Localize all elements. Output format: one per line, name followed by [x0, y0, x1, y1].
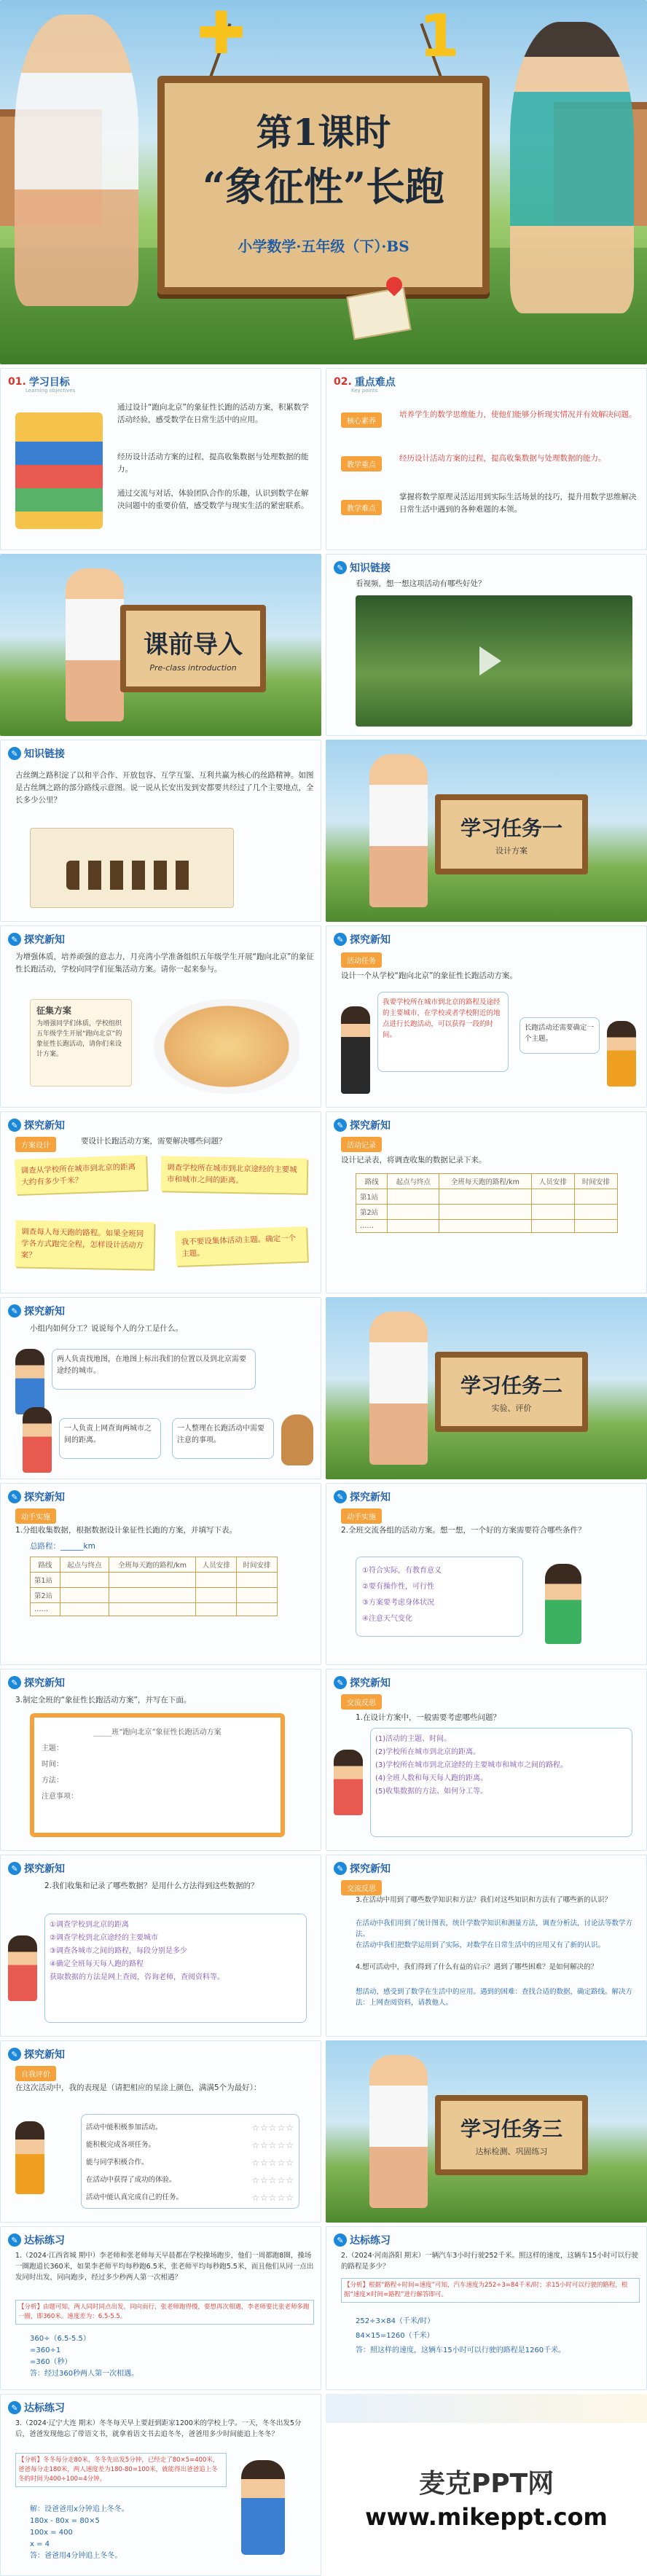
section-title: 探究新知: [350, 1677, 391, 1689]
slide-exercise-2: [326, 2226, 647, 2390]
evaluation-row: [86, 2172, 294, 2189]
section-title: 探究新知: [350, 1492, 391, 1503]
star-rating[interactable]: ☆☆☆☆☆: [251, 2123, 294, 2133]
text-card: 征集方案 为增强同学们体质，学校组织五年级学生开展“跑向北京”的象征性长跑活动，请你们来设计方案。: [30, 999, 132, 1087]
evaluation-row: [86, 2189, 294, 2207]
section-title: 探究新知: [24, 1120, 65, 1132]
column-header: 全班每天跑的路程/km: [109, 1557, 196, 1573]
exchange-text: 2.全班交流各组的活动方案。想一想，一个好的方案需要符合哪些条件？: [341, 1526, 586, 1535]
column-header: 起点与终点: [388, 1174, 439, 1189]
watermark-decoration: [326, 2394, 647, 2423]
exercise-question: 2.（2024·河南洛阳 期末）一辆汽车3小时行驶252千米。照这样的速度，这辆车15小时可以行驶的路程是多少？: [341, 2252, 639, 2271]
division-bubble-2: 一人负责上网查询两城市之间的距离。: [59, 1418, 161, 1459]
note-2: 调查学校所在城市到北京途经的主要城市和城市之间的距离。: [161, 1156, 307, 1193]
teaching-focus-text: 经历设计活动方案的过程，提高收集数据与处理数据的能力。: [399, 454, 606, 463]
column-header: 路线: [31, 1557, 60, 1573]
book-icon: ✎: [8, 2401, 21, 2414]
objective-3: 通过交流与对话，体验团队合作的乐趣，认识到数学在解决问题中的重要价值，感受数学与现实生活的紧密联系。: [117, 489, 309, 510]
solution-line: 100x = 400: [30, 2529, 73, 2537]
division-bubble-1: 两人负责找地图，在地图上标出我们的位置以及到北京需要途经的城市。: [52, 1349, 256, 1390]
slide-reflection-2: [326, 1855, 647, 2037]
exercise-hint: 【分析】根据“路程÷时间=速度”可知，汽车速度为252÷3=84千米/时；求15小时可以行驶的路程，根据“速度×时间=路程”进行解答即可。: [341, 2278, 640, 2303]
conditions-list: [356, 1557, 523, 1637]
solution-line: 答：爸爸用4分钟追上冬冬。: [30, 2552, 122, 2560]
condition-item: ②要有操作性，可行性: [362, 1583, 434, 1591]
reflection-item: (4)全班人数和每天每人跑的距离。: [375, 1774, 488, 1782]
plus-icon: ✚: [197, 0, 246, 67]
boy-runner-illustration: [369, 2055, 428, 2208]
activity-task-text: 设计一个从学校“跑向北京”的象征性长跑活动方案。: [341, 971, 517, 980]
column-header: 时间安排: [574, 1174, 617, 1189]
document-line: 时间：: [42, 1761, 63, 1769]
reflection-item: (3)学校所在城市到北京途经的主要城市和城市之间的路程。: [375, 1761, 568, 1769]
speech-bubble-2: 长跑活动还需要确定一个主题。: [519, 1017, 600, 1054]
exercise-question: 3.（2024·辽宁大连 期末）冬冬每天早上要赶到距家1200米的学校上学。一天，冬冬出发5分后，爸爸发现他忘了带语文书，就拿着语文书去追冬冬，爸爸用多少时间能追上冬冬？: [15, 2419, 302, 2438]
document-line: 注意事项：: [42, 1793, 78, 1801]
note-1: 调查从学校所在城市到北京的距离大约有多少千米？: [15, 1155, 147, 1194]
boy-student-illustration: [545, 1564, 581, 1644]
task-sign: [435, 794, 588, 874]
section-title: 知识链接: [350, 563, 391, 574]
section-subtitle: Learning objectives: [26, 388, 76, 394]
task-sign: [435, 2095, 588, 2175]
section-title: 探究新知: [24, 1863, 65, 1875]
book-icon: ✎: [334, 1490, 347, 1503]
evaluation-row: [86, 2119, 294, 2137]
plan-design-label: 方案设计: [15, 1137, 56, 1152]
teaching-difficulty-text: 掌握将数学原理灵活运用到实际生活场景的技巧，提升用数学思维解决日常生活中遇到的各种难题的本领。: [399, 493, 637, 514]
table-row: [356, 1205, 618, 1220]
section-title: 探究新知: [24, 934, 65, 946]
insight-answer: 想活动，感受到了数学在生活中的应用。遇到的困难：查找合适的数据，确定路线。解决方法：上网查阅资料，请教他人。: [356, 1988, 633, 2007]
slide-task-one: [326, 740, 647, 922]
methods-question: 3.在活动中用到了哪些数学知识和方法？我们对这些知识和方法有了哪些新的认识？: [356, 1896, 612, 1904]
section-number: 02.: [334, 376, 352, 388]
title-board: [157, 76, 490, 294]
column-header: 人员安排: [531, 1174, 574, 1189]
evaluation-item: 活动中能积极参加活动。: [86, 2123, 162, 2131]
plan-question: 要设计长跑活动方案，需要解决哪些问题？: [81, 1137, 227, 1146]
slide-activity-record: [326, 1111, 647, 1293]
evaluation-item: 能与同学积极合作。: [86, 2158, 149, 2166]
slide-exercise-3: [0, 2394, 321, 2576]
slide-knowledge-link-video: [326, 554, 647, 736]
record-text: 设计记录表，将调查收集的数据记录下来。: [341, 1156, 487, 1164]
intro-subtitle: Pre-class introduction: [149, 663, 237, 673]
section-title: 知识链接: [24, 748, 65, 760]
division-question: 小组内如何分工？说说每个人的分工是什么。: [30, 1324, 183, 1333]
row-label: ……: [31, 1603, 60, 1616]
video-player[interactable]: [356, 595, 632, 727]
section-title: 达标练习: [350, 2235, 391, 2247]
column-header: 全班每天跑的路程/km: [439, 1174, 532, 1189]
insight-question: 4.想可活动中，我们得到了什么有益的启示？遇到了哪些困难？是如何解决的？: [356, 1963, 598, 1971]
methods-answer: 在活动中我们用到了统计图表，统计学数学知识和测量方法，调查分析法，讨论法等数学方法。: [356, 1919, 633, 1938]
data-item: ③调查各城市之间的路程，每段分别是多少: [50, 1947, 187, 1955]
condition-item: ①符合实际，有教育意义: [362, 1567, 442, 1575]
slide-plan-design: [0, 1111, 321, 1293]
section-title: 探究新知: [24, 1677, 65, 1689]
reflection-item: (5)收集数据的方法、如何分工等。: [375, 1788, 488, 1796]
book-icon: ✎: [334, 1862, 347, 1875]
slide-collect-data: [0, 1483, 321, 1665]
girl-student-illustration: [23, 1407, 52, 1473]
book-icon: ✎: [8, 1490, 21, 1503]
row-label: 第2站: [31, 1588, 60, 1603]
star-rating[interactable]: ☆☆☆☆☆: [251, 2175, 294, 2185]
solution-line: =360÷1: [30, 2346, 61, 2354]
section-subtitle: Key points: [351, 388, 378, 394]
star-rating[interactable]: ☆☆☆☆☆: [251, 2140, 294, 2150]
book-icon: ✎: [334, 1119, 347, 1132]
slide-reflection-1: [326, 1669, 647, 1851]
evaluation-item: 在活动中获得了成功的体验。: [86, 2176, 176, 2184]
self-eval-text: 在这次活动中，我的表现是（请把相应的星涂上颜色，满满5个为最好）：: [15, 2083, 262, 2092]
total-distance-label: 总路程：: [30, 1542, 60, 1551]
lesson-number: 第1课时: [256, 111, 391, 154]
reflection-item: (1)活动的主题、时间。: [375, 1735, 452, 1743]
solution-line: 答：照这样的速度，这辆车15小时可以行驶的路程是1260千米。: [356, 2346, 566, 2354]
tag-teaching-difficulty: 教学难点: [341, 500, 382, 515]
book-icon: ✎: [8, 933, 21, 946]
section-title: 重点难点: [354, 377, 396, 388]
slide-group-division: [0, 1297, 321, 1479]
intro-sign: [120, 605, 266, 692]
table-row: [31, 1573, 278, 1588]
book-icon: ✎: [8, 1119, 21, 1132]
task-subtitle: 达标检测、巩固练习: [475, 2147, 548, 2156]
solution-line: 180x - 80x = 80×5: [30, 2517, 100, 2525]
camel-caravan-illustration: [66, 861, 197, 890]
task-sign: [435, 1352, 588, 1432]
exercise-solution: [30, 2333, 138, 2380]
exercise-question: 1.（2024·江西省城 期中）李老师和张老师每天早晨都在学校操场跑步，他们一周都跑8圈，操场一圈跑道长360米，如果李老师平均每秒跑6.5米，张老师平均每秒跑5.5米，而且他们从同一点出发同时出发，同向跑步，经过多少秒两人第一次相遇？: [15, 2252, 314, 2282]
book-icon: ✎: [334, 933, 347, 946]
book-icon: ✎: [8, 1862, 21, 1875]
china-map: [154, 999, 299, 1094]
star-rating[interactable]: ☆☆☆☆☆: [251, 2158, 294, 2168]
book-icon: ✎: [8, 1676, 21, 1689]
tag-teaching-focus: 教学重点: [341, 456, 382, 471]
boy-runner-illustration: [369, 754, 428, 907]
slide-explore-intro: [0, 925, 321, 1108]
map-caption: 为增强同学们体质，学校组织五年级学生开展“跑向北京”的象征性长跑活动，请你们来设计方案。: [36, 1020, 122, 1058]
hands-on-label: 动手实施: [341, 1508, 382, 1524]
collect-text: 1.分组收集数据，根据数据设计象征性长跑的方案，并填写下表。: [15, 1526, 238, 1535]
data-item: 获取数据的方法是网上查阅，咨询老师，查阅资料等。: [50, 1973, 224, 1981]
reflection-question: 1.在设计方案中，一般需要考虑哪些问题？: [356, 1713, 501, 1722]
data-question: 2.我们收集和记录了哪些数据？是用什么方法得到这些数据的？: [44, 1882, 259, 1890]
watermark-panel: [326, 2394, 647, 2576]
girl-student-illustration: [334, 1750, 363, 1815]
activity-record-label: 活动记录: [341, 1137, 382, 1152]
reflection-label: 交流反思: [341, 1694, 382, 1710]
book-icon: ✎: [8, 2048, 21, 2061]
core-literacy-text: 培养学生的数学思维能力，使他们能够分析现实情况并有效解决问题。: [399, 410, 637, 419]
reflection-label: 交流反思: [341, 1880, 382, 1895]
reflection-list: [370, 1728, 632, 1837]
silk-road-text: 古丝绸之路积淀了以和平合作、开放包容、互学互鉴、互利共赢为核心的丝路精神。如图是古丝绸之路的部分路线示意图。说一说从长安出发到安都要共经过了几个主要地点，全长多少公里？: [15, 771, 314, 804]
exercise-hint: 【分析】冬冬每分走80米，冬冬先出发5分钟，已经走了80×5=400米，爸爸每分走180米，两人速度差为180-80=100米，就能得出爸爸追上冬冬的时间为400÷100=4分钟。: [15, 2453, 227, 2487]
column-header: 起点与终点: [60, 1557, 109, 1573]
total-distance: 总路程：______km: [30, 1542, 95, 1551]
solution-line: 252÷3×84（千米/时）: [356, 2317, 435, 2325]
task-title: 学习任务一: [460, 816, 562, 840]
row-label: ……: [356, 1220, 388, 1233]
document-line: 主题：: [42, 1745, 63, 1753]
book-icon: ✎: [8, 1304, 21, 1318]
solution-line: x = 4: [30, 2540, 50, 2548]
boy-runner-illustration: [15, 15, 138, 306]
book-icon: ✎: [8, 2234, 21, 2247]
table-row: [31, 1603, 278, 1616]
section-title: 达标练习: [24, 2403, 65, 2414]
section-title: 学习目标: [28, 377, 70, 388]
book-icon: ✎: [334, 1676, 347, 1689]
row-label: 第1站: [31, 1573, 60, 1588]
solution-line: 84×15=1260（千米）: [356, 2332, 434, 2340]
section-title: 探究新知: [24, 2049, 65, 2061]
data-item: ①调查学校到北京的距离: [50, 1921, 129, 1929]
task-subtitle: 设计方案: [495, 846, 528, 856]
solution-line: 360÷（6.5-5.5）: [30, 2335, 90, 2343]
plan-document: [30, 1713, 285, 1837]
activity-task-label: 活动任务: [341, 952, 382, 968]
pencil-books-illustration: [15, 412, 103, 529]
row-label: 第1站: [356, 1189, 388, 1205]
explore-text: 为增强体质，培养顽强的意志力，月亮湾小学准备组织五年级学生开展“跑向北京”的象征性长跑活动，学校向同学们征集活动方案。请你一起来参与。: [15, 952, 314, 974]
table-header-row: [356, 1174, 618, 1189]
data-list: [44, 1914, 307, 2023]
self-eval-label: 自我评价: [15, 2066, 56, 2081]
hands-on-label: 动手实施: [15, 1508, 56, 1524]
slide-task-three: [326, 2040, 647, 2223]
slide-learning-objectives: [0, 368, 321, 550]
book-icon: ✎: [334, 2234, 347, 2247]
girl-student-illustration: [8, 1935, 37, 2001]
condition-item: ④注意天气变化: [362, 1615, 412, 1623]
slide-class-exchange: [326, 1483, 647, 1665]
exercise-solution: [356, 2314, 565, 2358]
column-header: 人员安排: [196, 1557, 237, 1573]
slide-task-two: [326, 1297, 647, 1479]
evaluation-row: [86, 2154, 294, 2172]
evaluation-list: [81, 2114, 299, 2209]
number-one-icon: 1: [419, 2, 460, 70]
slide-self-evaluation: [0, 2040, 321, 2223]
objective-1: 通过设计“跑向北京”的象征性长跑的活动方案，积累数学活动经验，感受数学在日常生活中的应用。: [117, 403, 309, 424]
section-title: 探究新知: [350, 1863, 391, 1875]
girl-runner-illustration: [510, 22, 634, 313]
boy-runner-illustration: [369, 1312, 428, 1465]
division-bubble-3: 一人整理在长跑活动中需要注意的事项。: [172, 1418, 274, 1459]
table-row: [356, 1220, 618, 1233]
data-item: ④确定全班每天每人跑的路程: [50, 1960, 144, 1968]
evaluation-item: 活动中能认真完成自己的任务。: [86, 2193, 184, 2201]
row-label: 第2站: [356, 1205, 388, 1220]
document-line: 方法：: [42, 1777, 63, 1785]
objective-2: 经历设计活动方案的过程，提高收集数据与处理数据的能力。: [117, 453, 309, 474]
video-question: 看视频，想一想这项活动有哪些好处？: [356, 579, 486, 588]
exercise-solution: [30, 2504, 129, 2562]
slide-silk-road: [0, 740, 321, 922]
solution-line: =360（秒）: [30, 2358, 72, 2366]
section-number: 01.: [8, 376, 26, 388]
speech-bubble-1: 我要学校所在城市到北京的路程及途经的主要城市，在学校或者学校附近的地点进行长跑活动，可以获得一段的时间。: [377, 992, 509, 1072]
note-3: 调查每人每天跑的路程。如果全班同学各方式跑完全程，怎样设计活动方案？: [15, 1220, 154, 1269]
tag-core-literacy: 核心素养: [341, 412, 382, 428]
star-rating[interactable]: ☆☆☆☆☆: [251, 2193, 294, 2203]
reflection-item: (2)学校所在城市到北京的距离。: [375, 1748, 481, 1756]
bear-mascot-illustration: [281, 1414, 313, 1465]
solution-line: 解：设爸爸用x分钟追上冬冬。: [30, 2505, 129, 2513]
slide-pre-class-intro: [0, 554, 321, 736]
book-icon: ✎: [334, 561, 347, 574]
title-slide: [0, 0, 647, 364]
column-header: 路线: [356, 1174, 388, 1189]
slide-class-plan: [0, 1669, 321, 1851]
lesson-title: “象征性”长跑: [202, 163, 445, 210]
collect-table: [30, 1557, 278, 1616]
note-4: 我不要设集体活动主题。确定一个主题。: [175, 1226, 307, 1266]
section-title: 探究新知: [24, 1306, 65, 1318]
task-title: 学习任务三: [460, 2117, 562, 2141]
task-title: 学习任务二: [460, 1374, 562, 1398]
table-row: [31, 1588, 278, 1603]
condition-item: ③方案要考虑身体状况: [362, 1599, 434, 1607]
solution-line: 答：经过360秒两人第一次相遇。: [30, 2370, 139, 2378]
section-title: 探究新知: [350, 1120, 391, 1132]
task-subtitle: 实验、评价: [491, 1404, 532, 1413]
exercise-hint: 【分析】由题可知，两人同时同点出发，同向而行，张老师跑得慢，要想再次相遇，李老师要比张老师多跑一圈，即360米。速度差为：6.5-5.5。: [15, 2300, 314, 2325]
evaluation-row: [86, 2137, 294, 2154]
section-title: 探究新知: [24, 1492, 65, 1503]
table-header-row: [31, 1557, 278, 1573]
column-header: 时间安排: [237, 1557, 278, 1573]
methods-answer-2: 在活动中我们把数学运用到了实际，对数学在日常生活中的应用又有了新的认识。: [356, 1941, 605, 1949]
intro-title: 课前导入: [144, 630, 243, 659]
teacher-illustration: [341, 1006, 370, 1094]
boy-runner-illustration: [66, 568, 124, 721]
course-subtitle: 小学数学·五年级（下）·BS: [238, 238, 409, 255]
section-title: 达标练习: [24, 2235, 65, 2247]
boy-student-illustration: [241, 2460, 285, 2555]
play-icon[interactable]: [479, 646, 501, 676]
watermark-url[interactable]: www.mikeppt.com: [365, 2503, 608, 2531]
class-plan-text: 3.制定全班的“象征性长跑活动方案”，并写在下面。: [15, 1696, 192, 1704]
document-title: _____班“跑向北京”象征性长跑活动方案: [93, 1729, 221, 1737]
slide-exercise-1: [0, 2226, 321, 2390]
slide-key-points: [326, 368, 647, 550]
watermark-site-name: 麦克PPT网: [418, 2469, 554, 2499]
girl-student-illustration: [15, 2121, 44, 2194]
record-table: [356, 1173, 618, 1233]
slide-activity-task: [326, 925, 647, 1108]
table-row: [356, 1189, 618, 1205]
evaluation-item: 能积极完成各项任务。: [86, 2141, 156, 2149]
slide-data-methods: [0, 1855, 321, 2037]
unit-label: km: [83, 1542, 95, 1551]
book-icon: ✎: [8, 747, 21, 760]
section-title: 探究新知: [350, 934, 391, 946]
data-item: ②调查学校到北京途经的主要城市: [50, 1934, 158, 1942]
boy-student-illustration: [15, 1349, 44, 1414]
boy-student-illustration: [607, 1021, 636, 1087]
